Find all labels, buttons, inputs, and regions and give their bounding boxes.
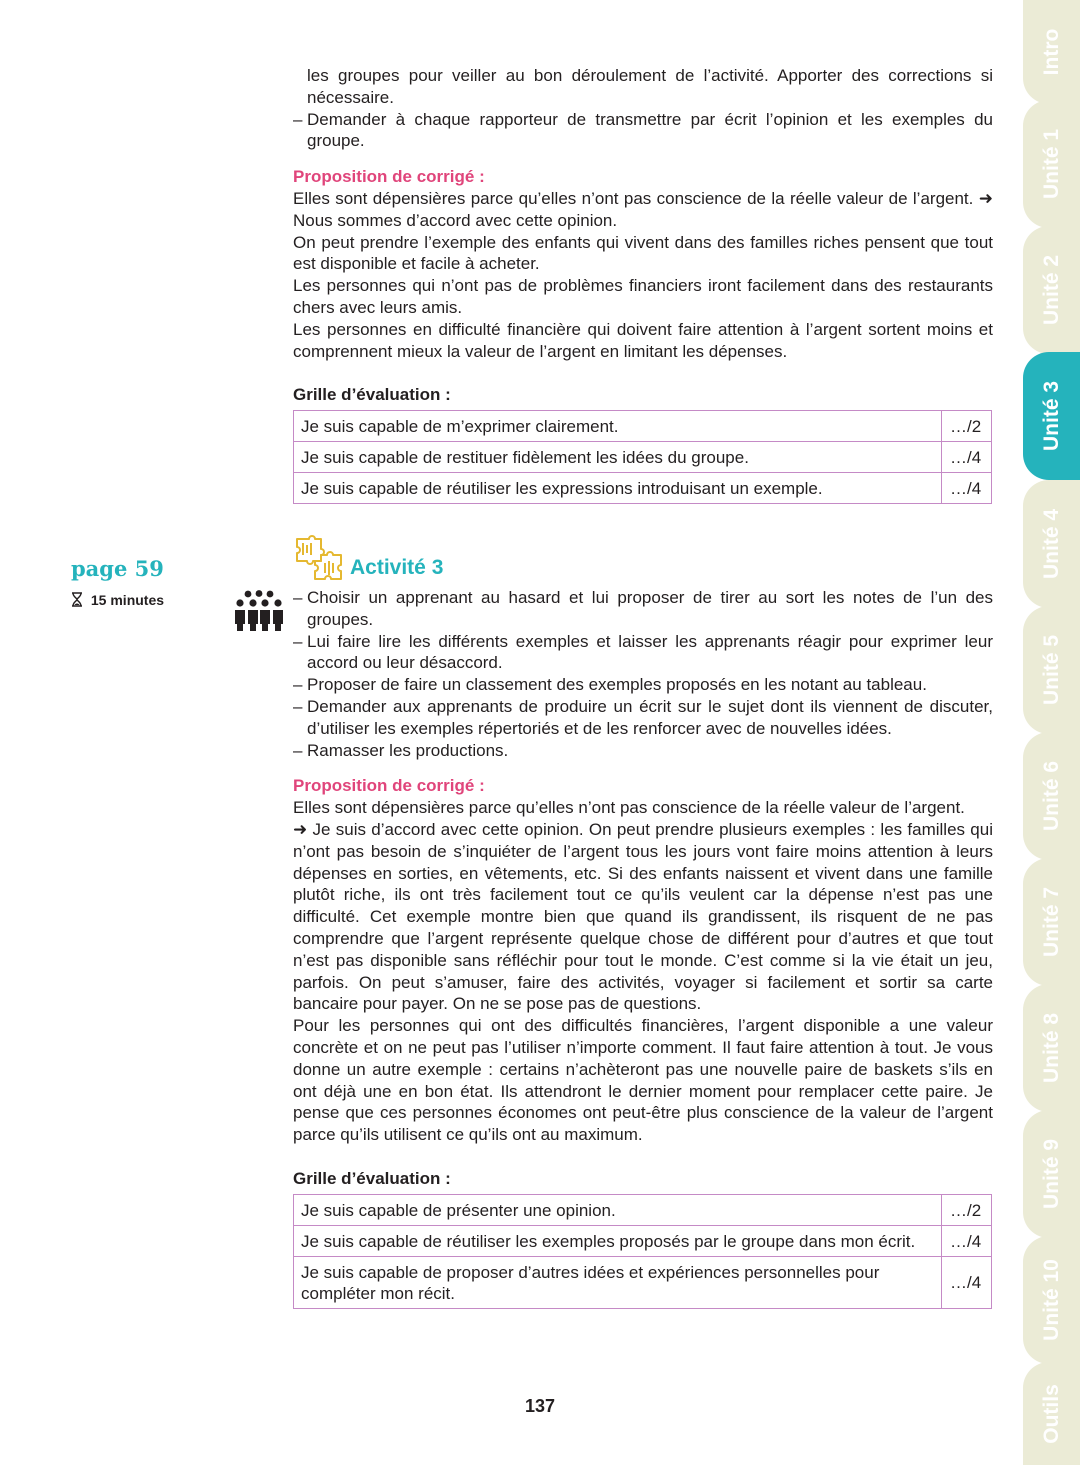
top-section: [293, 65, 993, 504]
table-row: [294, 442, 992, 473]
dash-marker: –: [293, 740, 303, 760]
score-cell: …/4: [942, 473, 992, 504]
list-item-continuation: les groupes pour veiller au bon déroulement de l’activité. Apporter des corrections si nécessaire.: [307, 66, 993, 107]
grille-title: Grille d’évaluation :: [293, 385, 451, 405]
tab-unite-1[interactable]: Unité 1: [1023, 100, 1080, 228]
corrige-paragraph: On peut prendre l’exemple des enfants qui vivent dans des familles riches pensent que tout est disponible et facile à acheter.: [293, 232, 993, 274]
corrige-title: Proposition de corrigé :: [293, 776, 485, 796]
score-cell: …/4: [942, 1225, 992, 1256]
evaluation-grid: [293, 1194, 992, 1309]
tab-unite-10[interactable]: Unité 10: [1023, 1236, 1080, 1364]
corrige-paragraph: Elles sont dépensières parce qu’elles n’ont pas conscience de la réelle valeur de l’argent. ➜ Nous sommes d’accord avec cette opinion.: [293, 188, 993, 230]
score-cell: …/2: [942, 1194, 992, 1225]
tab-intro[interactable]: Intro: [1023, 0, 1080, 104]
list-item: – Ramasser les productions.: [293, 740, 509, 760]
tab-unite-8[interactable]: Unité 8: [1023, 984, 1080, 1112]
list-item: – Proposer de faire un classement des exemples proposés en les notant au tableau.: [293, 675, 927, 695]
page-reference: page 59: [71, 556, 164, 581]
tab-unite-6[interactable]: Unité 6: [1023, 732, 1080, 860]
score-cell: …/4: [942, 442, 992, 473]
tab-outils[interactable]: Outils: [1023, 1362, 1080, 1465]
list-item: – Lui faire lire les différents exemples et laisser les apprenants réagir pour exprimer leur accord ou leur désaccord.: [293, 631, 993, 673]
dash-marker: –: [293, 109, 303, 129]
score-cell: …/4: [942, 1256, 992, 1308]
corrige-paragraph: Les personnes qui n’ont pas de problèmes financiers iront facilement dans des restaurants chers avec leurs amis.: [293, 276, 993, 317]
tab-unite-9[interactable]: Unité 9: [1023, 1110, 1080, 1238]
list-item: – Demander aux apprenants de produire un écrit sur le sujet dont ils viennent de discuter, d’utiliser les exemples répertoriés et de les renforcer avec de nouvelles idées.: [293, 696, 993, 738]
group-people-icon: [234, 590, 284, 637]
tab-unite-4[interactable]: Unité 4: [1023, 480, 1080, 608]
table-row: [294, 1225, 992, 1256]
tab-unite-2[interactable]: Unité 2: [1023, 226, 1080, 354]
corrige-paragraph: Pour les personnes qui ont des difficultés financières, l’argent disponible a une valeur concrète et on ne peut pas l’utiliser n’importe comment. Il faut faire attention à tout. Je vous donne un autre exemple : certains n’achèteront pas une nouvelle paire de baskets s’ils en ont déjà une en bon état. Ils attendront le dernier moment pour remplacer cette paire. Je pense que ces personnes économes ont peut-être plus conscience de la valeur de l’argent parce qu’ils utilisent ce qu’ils ont au maximum.: [293, 1016, 993, 1145]
criterion-cell: Je suis capable de réutiliser les exemples proposés par le groupe dans mon écrit.: [294, 1225, 942, 1256]
criterion-cell: Je suis capable de m’exprimer clairement.: [294, 411, 942, 442]
corrige-paragraph: ➜ Je suis d’accord avec cette opinion. On peut prendre plusieurs exemples : les familles qui n’ont pas besoin de s’inquiéter de l’argent tous les jours vont faire moins attention à leurs dépenses en sorties, en vêtements, etc. Si des enfants naissent et vivent dans une famille plutôt riche, ils ont très facilement tout ce qu’ils veulent car la dépense n’est pas une difficulté. Cet exemple montre bien que quand ils grandissent, ils risquent de ne pas comprendre que l’argent représente quelque chose de différent pour d’autres et que tout n’est pas disponible sans réfléchir pour tout le monde. C’est comme si la vie était un jeu, parfois. On peut s’amuser, faire des activités, voyager si facilement et sortir sa carte bancaire pour payer. On ne se pose pas de questions.: [293, 819, 993, 1014]
dash-marker: –: [293, 631, 303, 651]
puzzle-icon: [293, 533, 345, 588]
criterion-cell: Je suis capable de réutiliser les expressions introduisant un exemple.: [294, 473, 942, 504]
activity-title: Activité 3: [350, 556, 444, 579]
table-row: [294, 473, 992, 504]
corrige-paragraph: Les personnes en difficulté financière qui doivent faire attention à l’argent sortent moins et comprennent mieux la valeur de l’argent en limitant les dépenses.: [293, 319, 993, 361]
grille-title: Grille d’évaluation :: [293, 1168, 451, 1188]
table-row: [294, 1194, 992, 1225]
dash-marker: –: [293, 675, 303, 695]
page-number: 137: [524, 1396, 556, 1416]
dash-marker: –: [293, 588, 303, 607]
tab-unite-7[interactable]: Unité 7: [1023, 858, 1080, 986]
criterion-cell: Je suis capable de restituer fidèlement les idées du groupe.: [294, 442, 942, 473]
evaluation-grid: [293, 410, 992, 504]
duration: 15 minutes: [71, 592, 164, 608]
tab-unite-5[interactable]: Unité 5: [1023, 606, 1080, 734]
activity-section: [293, 587, 993, 1309]
criterion-cell: Je suis capable de présenter une opinion.: [294, 1194, 942, 1225]
score-cell: …/2: [942, 411, 992, 442]
list-item: – Choisir un apprenant au hasard et lui proposer de tirer au sort les notes de l’un des groupes.: [293, 588, 993, 629]
dash-marker: –: [293, 696, 303, 716]
corrige-paragraph: Elles sont dépensières parce qu’elles n’ont pas conscience de la réelle valeur de l’argent.: [293, 798, 965, 818]
list-item: – Demander à chaque rapporteur de transmettre par écrit l’opinion et les exemples du groupe.: [293, 109, 993, 151]
hourglass-icon: [71, 592, 91, 608]
criterion-cell: Je suis capable de proposer d’autres idées et expériences personnelles pour compléter mon récit.: [294, 1256, 942, 1308]
table-row: [294, 411, 992, 442]
tab-unite-3[interactable]: Unité 3: [1023, 352, 1080, 480]
table-row: [294, 1256, 992, 1308]
corrige-title: Proposition de corrigé :: [293, 167, 485, 187]
